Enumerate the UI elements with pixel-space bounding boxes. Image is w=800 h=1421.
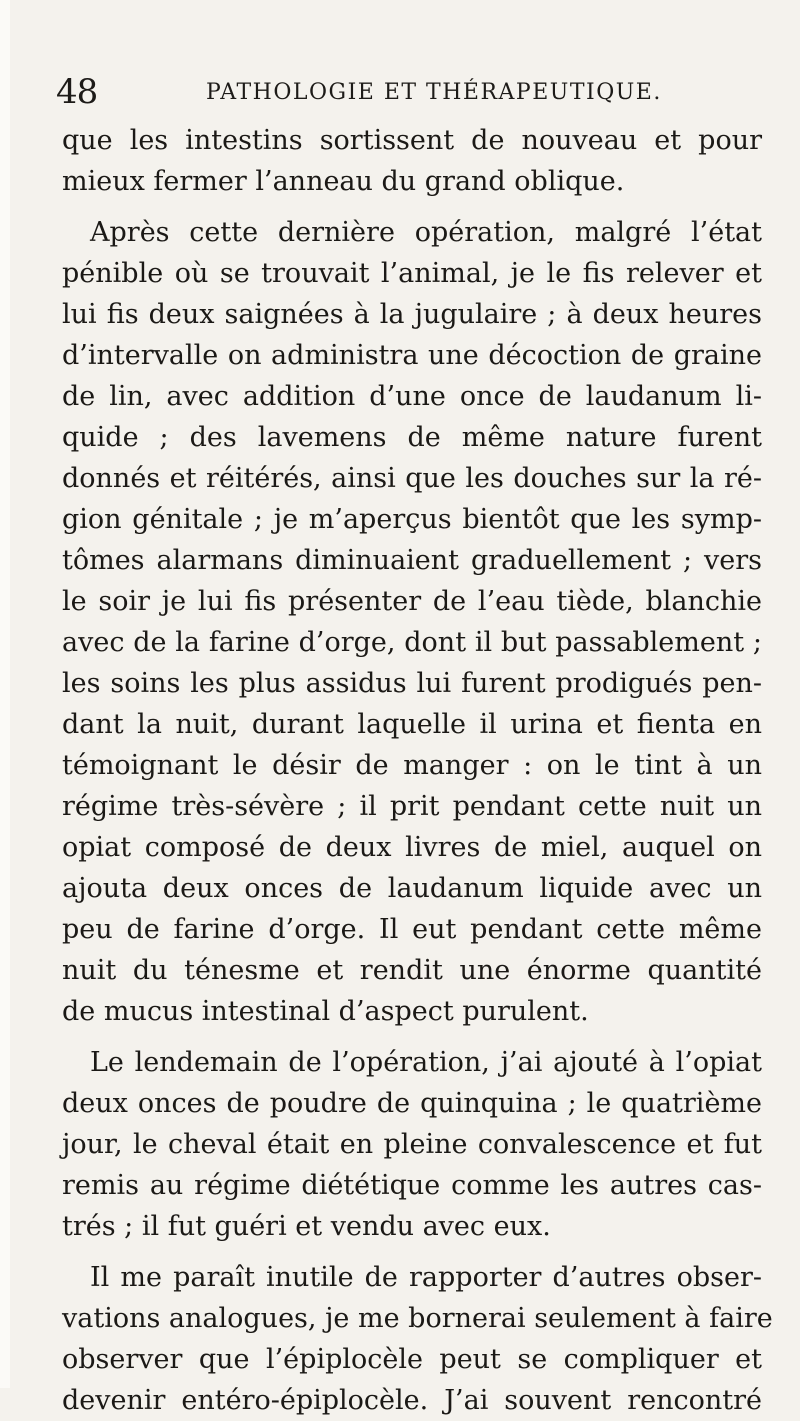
text-line: lui fis deux saignées à la jugulaire ; à deux heures bbox=[62, 299, 762, 330]
text-line: Après cette dernière opération, malgré l’état bbox=[90, 217, 762, 248]
text-line: quide ; des lavemens de même nature furent bbox=[62, 422, 762, 453]
text-line: régime très-sévère ; il prit pendant cette nuit un bbox=[62, 791, 762, 822]
text-line: nuit du ténesme et rendit une énorme quantité bbox=[62, 955, 762, 986]
text-line: les soins les plus assidus lui furent prodigués pen- bbox=[62, 668, 762, 699]
text-line: le soir je lui fis présenter de l’eau tiède, blanchie bbox=[62, 586, 762, 617]
text-line: que les intestins sortissent de nouveau et pour bbox=[62, 125, 762, 156]
text-line: mieux fermer l’anneau du grand oblique. bbox=[62, 166, 625, 197]
text-line: peu de farine d’orge. Il eut pendant cette même bbox=[62, 914, 762, 945]
text-line: de mucus intestinal d’aspect purulent. bbox=[62, 996, 589, 1027]
text-line: Le lendemain de l’opération, j’ai ajouté à l’opiat bbox=[90, 1047, 762, 1078]
text-line: avec de la farine d’orge, dont il but passablement ; bbox=[62, 627, 762, 658]
text-line: remis au régime diététique comme les autres cas- bbox=[62, 1170, 762, 1201]
text-line: tômes alarmans diminuaient graduellement ; vers bbox=[62, 545, 762, 576]
text-line: observer que l’épiplocèle peut se compliquer et bbox=[62, 1344, 762, 1375]
body-text bbox=[62, 120, 773, 1421]
page-header bbox=[56, 72, 766, 112]
running-head: PATHOLOGIE ET THÉRAPEUTIQUE. bbox=[206, 80, 662, 105]
text-line: dant la nuit, durant laquelle il urina et fienta en bbox=[62, 709, 762, 740]
text-line: d’intervalle on administra une décoction de graine bbox=[62, 340, 762, 371]
text-line: gion génitale ; je m’aperçus bientôt que les symp- bbox=[62, 504, 762, 535]
text-line: de lin, avec addition d’une once de laudanum li- bbox=[62, 381, 762, 412]
text-line: deux onces de poudre de quinquina ; le quatrième bbox=[62, 1088, 762, 1119]
text-line: jour, le cheval était en pleine convalescence et fut bbox=[62, 1129, 762, 1160]
text-line: Il me paraît inutile de rapporter d’autres obser- bbox=[90, 1262, 762, 1293]
text-line: vations analogues, je me bornerai seulement à faire bbox=[62, 1303, 773, 1334]
text-line: ajouta deux onces de laudanum liquide avec un bbox=[62, 873, 762, 904]
text-line: témoignant le désir de manger : on le tint à un bbox=[62, 750, 762, 781]
text-line: trés ; il fut guéri et vendu avec eux. bbox=[62, 1211, 551, 1242]
text-line: opiat composé de deux livres de miel, auquel on bbox=[62, 832, 762, 863]
text-line: donnés et réitérés, ainsi que les douches sur la ré- bbox=[62, 463, 762, 494]
text-line: pénible où se trouvait l’animal, je le fis relever et bbox=[62, 258, 762, 289]
text-line: devenir entéro-épiplocèle. J’ai souvent rencontré bbox=[62, 1385, 762, 1416]
page-number: 48 bbox=[56, 72, 98, 112]
